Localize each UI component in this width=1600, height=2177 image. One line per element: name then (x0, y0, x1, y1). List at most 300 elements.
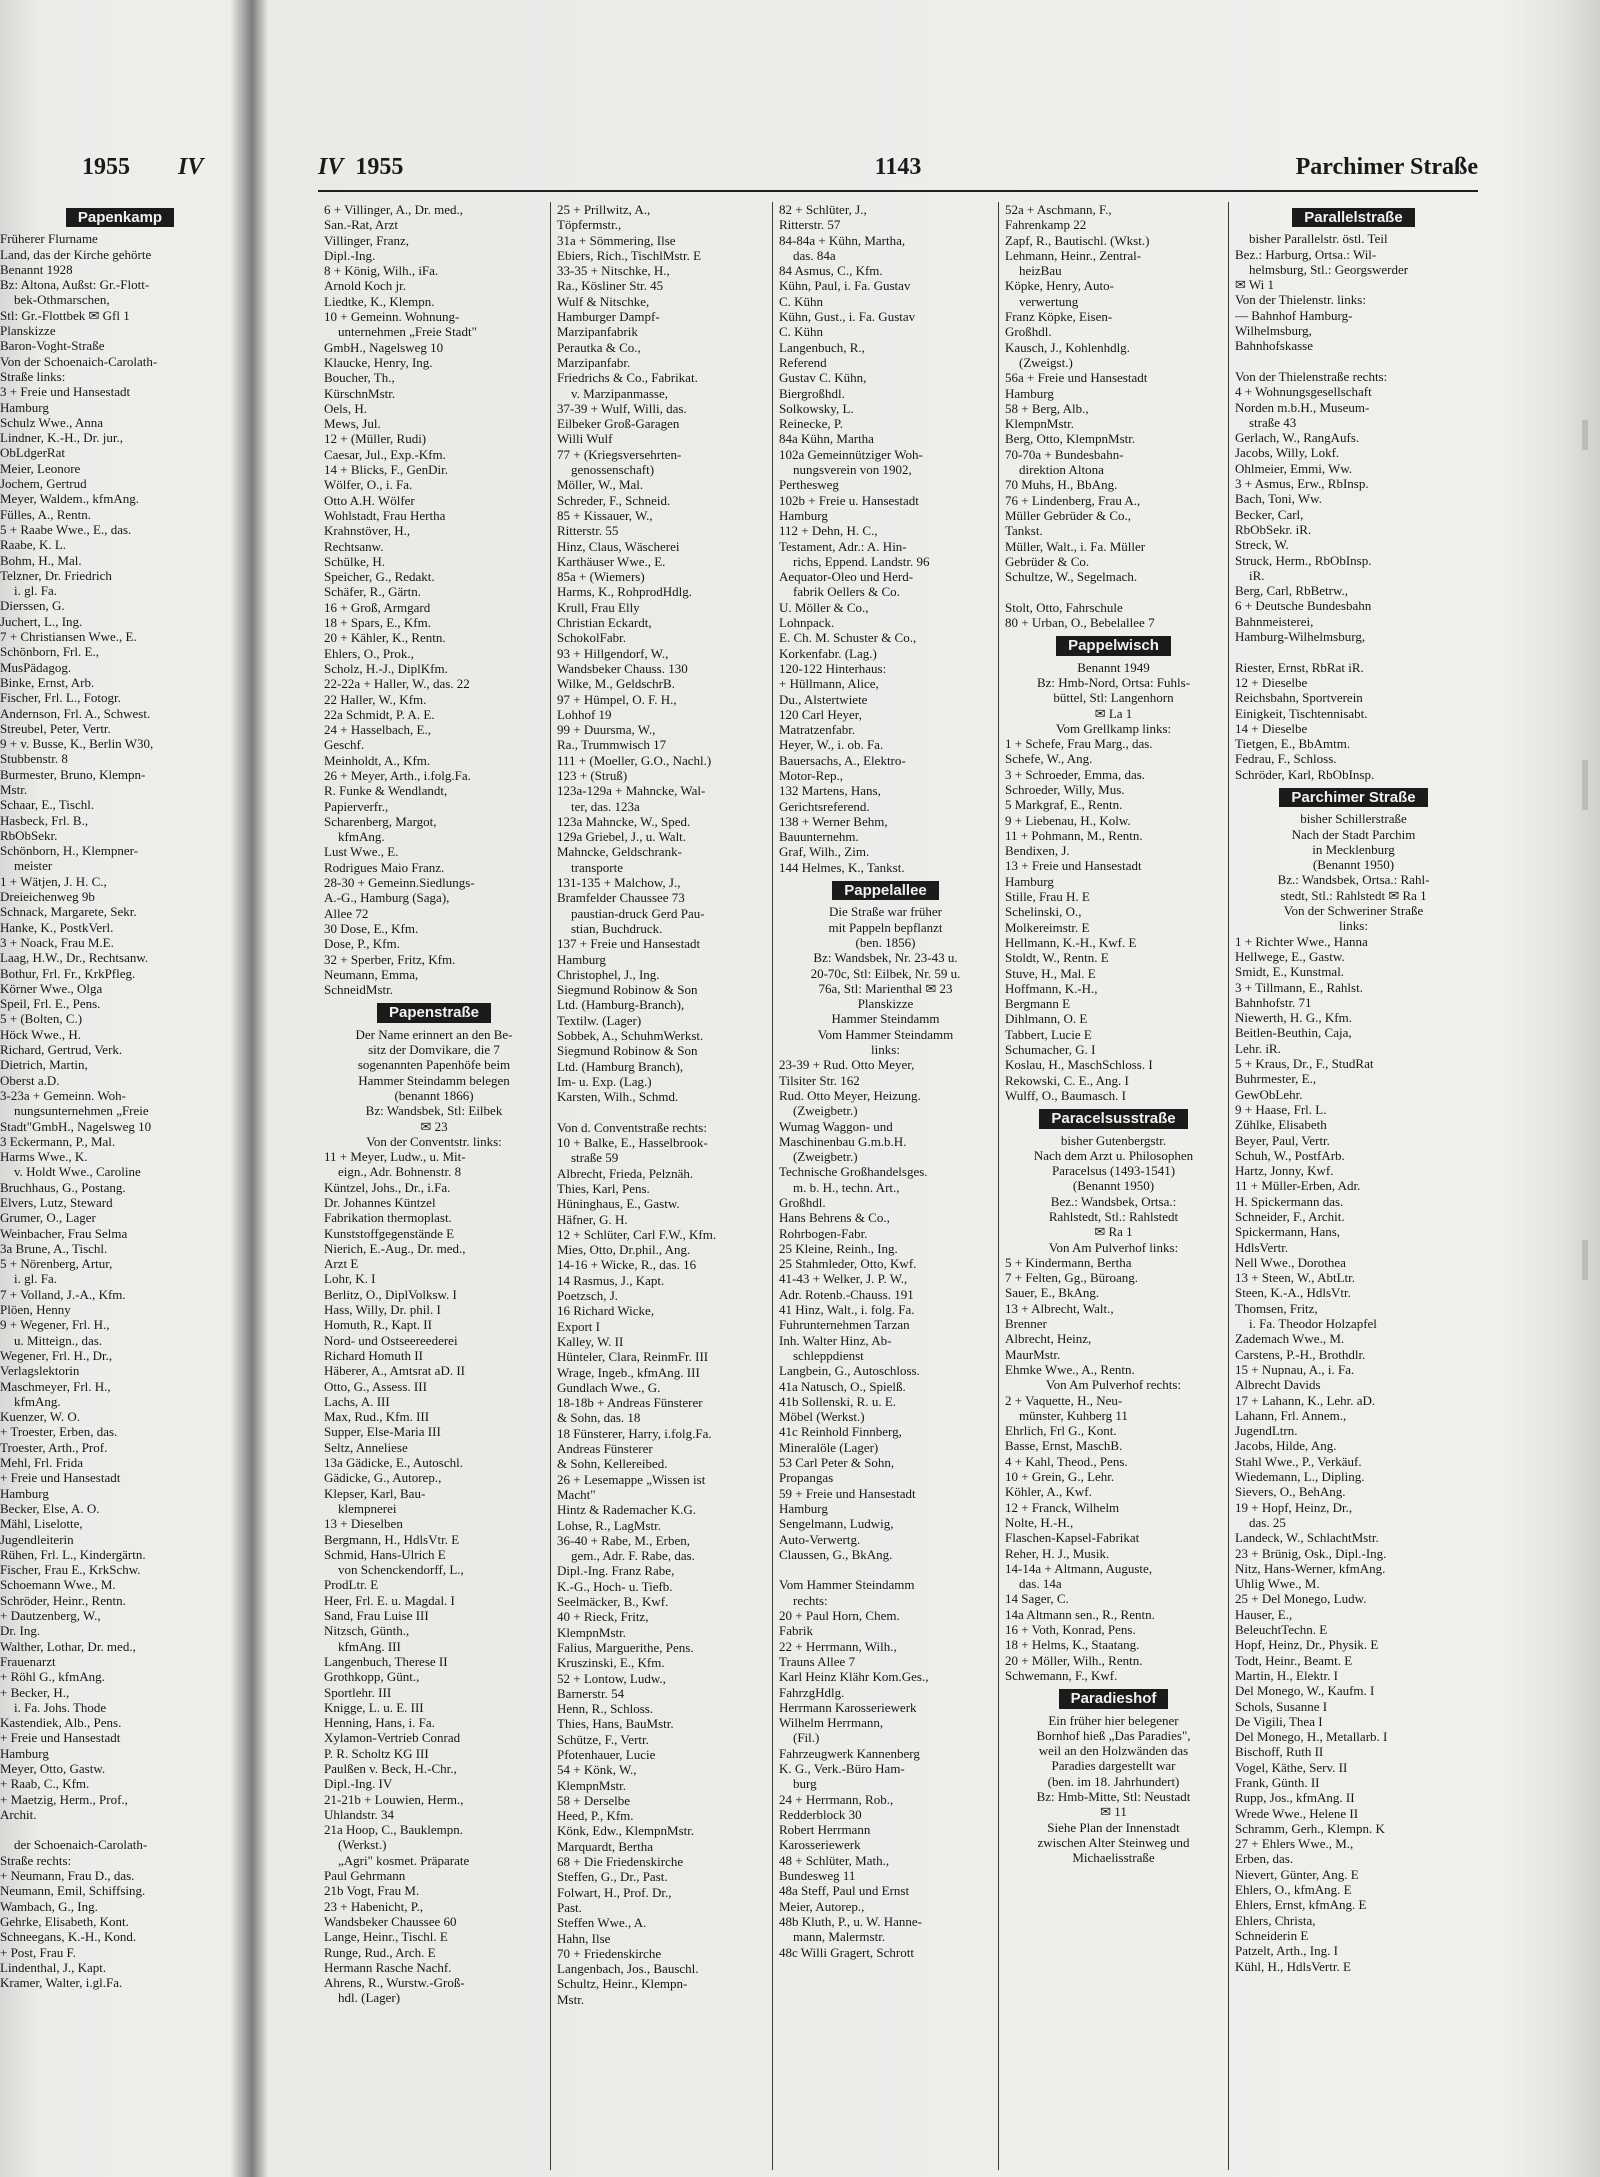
entry-line: + Raab, C., Kfm. (0, 1776, 90, 1792)
entry-line: Köhler, A., Kwf. (1005, 1484, 1092, 1500)
entry-line: 48c Willi Gragert, Schrott (779, 1944, 914, 1960)
entry-line: Nievert, Günter, Ang. E (1235, 1866, 1359, 1882)
entry-line: Otto, G., Assess. III (324, 1378, 427, 1394)
entry-line: FahrzgHdlg. (779, 1684, 845, 1700)
street-note-line: Bz: Wandsbek, Stl: Eilbek (365, 1103, 503, 1119)
entry-line: Tietgen, E., BbAmtm. (1235, 736, 1351, 752)
entry-line: Adr. Rotenb.-Chauss. 191 (779, 1286, 914, 1302)
entry-line: Mahncke, Geldschrank- (557, 844, 682, 860)
entry-line: Dipl.-Ing. IV (324, 1776, 393, 1792)
entry-line: Kühn, Paul, i. Fa. Gustav (779, 278, 911, 294)
entry-line: Nierich, E.-Aug., Dr. med., (324, 1240, 466, 1256)
entry-line: Max, Rud., Kfm. III (324, 1409, 430, 1425)
entry-line: Heed, P., Kfm. (557, 1808, 634, 1824)
entry-line: Bruchhaus, G., Postang. (0, 1179, 126, 1195)
entry-line: Schumacher, G. I (1005, 1042, 1096, 1058)
entry-line: 32 + Sperber, Fritz, Kfm. (324, 951, 456, 967)
entry-line: Siegmund Robinow & Son (557, 1043, 698, 1059)
entry-line: (Werkst.) (338, 1837, 387, 1853)
entry-line: Kramer, Walter, i.gl.Fa. (0, 1975, 123, 1991)
entry-line: — Bahnhof Hamburg- (1235, 307, 1353, 323)
entry-line: 26 + Lesemappe „Wissen ist (557, 1471, 706, 1487)
entry-line: Rodrigues Maio Franz. (324, 859, 445, 875)
entry-line: 13 + Albrecht, Walt., (1005, 1300, 1114, 1316)
entry-line: Stahl Wwe., P., Verkäuf. (1235, 1453, 1362, 1469)
entry-line: 144 Helmes, K., Tankst. (779, 859, 905, 875)
entry-line: Schneegans, K.-H., Kond. (0, 1929, 137, 1945)
entry-line: fabrik Oellers & Co. (793, 584, 900, 600)
entry-line: Berg, Otto, KlempnMstr. (1005, 431, 1136, 447)
entry-line: 21-21b + Louwien, Herm., (324, 1791, 464, 1807)
street-note-line: Rahlstedt, Stl.: Rahlstedt (1048, 1209, 1179, 1224)
entry-line: bisher Parallelstr. östl. Teil (1249, 231, 1388, 247)
entry-line: 138 + Werner Behm, (779, 813, 888, 829)
entry-line: Juchert, L., Ing. (0, 613, 83, 629)
entry-line: meister (14, 858, 53, 874)
entry-line: Wumag Waggon- und (779, 1118, 893, 1134)
entry-line: Scharenberg, Margot, (324, 813, 437, 829)
entry-line: Otto A.H. Wölfer (324, 492, 415, 508)
street-note-line: bisher Gutenbergstr. (1060, 1132, 1167, 1148)
entry-line: 15 + Nupnau, A., i. Fa. (1235, 1361, 1355, 1377)
entry-line: Jochem, Gertrud (0, 476, 87, 492)
entry-line: 6 + Deutsche Bundesbahn (1235, 598, 1372, 614)
street-note-line: Die Straße war früher (829, 904, 942, 920)
entry-line: ProdLtr. E (324, 1577, 379, 1593)
entry-line: 120-122 Hinterhaus: (779, 660, 887, 676)
entry-line: Häberer, A., Amtsrat aD. II (324, 1363, 465, 1379)
entry-line: Elvers, Lutz, Steward (0, 1195, 113, 1210)
entry-line: Hopf, Heinz, Dr., Physik. E (1235, 1637, 1379, 1653)
street-note-line: ✉ La 1 (1094, 705, 1133, 721)
entry-line: A.-G., Hamburg (Saga), (324, 890, 450, 906)
entry-line: Hünteler, Clara, ReinmFr. III (557, 1349, 709, 1365)
street-note-line: Ein früher hier belegener (1048, 1712, 1179, 1728)
entry-line: Langenbach, Jos., Bauschl. (557, 1961, 699, 1977)
entry-line: Hamburg (557, 951, 606, 967)
entry-line (1235, 354, 1472, 369)
street-note-line: ✉ Ra 1 (1094, 1224, 1133, 1240)
entry-line: Becker, Carl, (1235, 506, 1304, 522)
street-note-line: Bz: Wandsbek, Nr. 23-43 u. (813, 950, 958, 966)
entry-line: Tabbert, Lucie E (1005, 1026, 1092, 1042)
entry-line: R. Funke & Wendlandt, (324, 783, 448, 799)
entry-line: 58 + Derselbe (557, 1792, 631, 1808)
entry-line: Wulf & Nitschke, (557, 293, 650, 309)
street-note-line: Der Name erinnert an den Be- (355, 1026, 513, 1042)
street-heading (324, 1003, 544, 1022)
entry-line: Klepser, Karl, Bau- (324, 1485, 426, 1501)
entry-line: 1 + Richter Wwe., Hanna (1235, 933, 1368, 949)
entry-line: Meier, Autorep., (779, 1898, 865, 1914)
entry-line: Bendixen, J. (1005, 843, 1070, 859)
entry-line (779, 1562, 992, 1577)
street-note-line: zwischen Alter Steinweg und (1037, 1834, 1190, 1850)
entry-line: 16 + Groß, Armgard (324, 599, 431, 615)
year: 1955 (355, 154, 404, 180)
entry-line: Andreas Fünsterer (557, 1441, 653, 1457)
entry-line: Claussen, G., BkAng. (779, 1546, 893, 1562)
left-running-head (0, 150, 240, 190)
entry-line: 7 + Volland, J.-A., Kfm. (0, 1286, 126, 1302)
entry-line: Landeck, W., SchlachtMstr. (1235, 1530, 1379, 1546)
street-note-line: bisher Schillerstraße (1300, 811, 1407, 827)
entry-line: Arzt E (324, 1256, 359, 1272)
entry-line: Bez.: Harburg, Ortsa.: Wil- (1235, 246, 1377, 262)
street-note-line: (benannt 1866) (394, 1087, 474, 1103)
entry-line: Nord- und Ostseereederei (324, 1332, 458, 1348)
entry-line: Struck, Herm., RbObInsp. (1235, 552, 1372, 568)
entry-line: Meier, Leonore (0, 460, 81, 476)
entry-line: Ebiers, Rich., TischlMstr. E (557, 247, 702, 263)
entry-line: Supper, Else-Maria III (324, 1424, 441, 1440)
entry-line: Fischer, Frl. L., Fotogr. (0, 690, 121, 706)
entry-line: Ritterstr. 57 (779, 217, 841, 233)
entry-line: Hermann Rasche Nachf. (324, 1959, 452, 1975)
entry-line: 82 + Schlüter, J., (779, 202, 867, 217)
entry-line: Kruszinski, E., Kfm. (557, 1655, 665, 1671)
entry-line: 14 Rasmus, J., Kapt. (557, 1272, 665, 1288)
entry-line: Past. (557, 1899, 582, 1915)
entry-line: Töpfermstr., (557, 217, 622, 233)
entry-line: 41a Natusch, O., Spielß. (779, 1378, 906, 1394)
entry-line: Reinecke, P. (779, 416, 843, 432)
entry-line: Lohse, R., LagMstr. (557, 1517, 661, 1533)
entry-line: + Post, Frau F. (0, 1944, 77, 1960)
entry-line: Bohm, H., Mal. (0, 552, 82, 568)
entry-line: nungsunternehmen „Freie (14, 1103, 149, 1119)
entry-line: Kühl, H., HdlsVertr. E (1235, 1958, 1351, 1974)
entry-line: Steffen Wwe., A. (557, 1915, 647, 1931)
entry-line: Hellmann, K.-H., Kwf. E (1005, 934, 1137, 950)
entry-line: 23 + Brünig, Osk., Dipl.-Ing. (1235, 1545, 1387, 1561)
entry-line: Marzipanfabrik (557, 324, 638, 340)
entry-line: Bergmann, H., HdlsVtr. E (324, 1531, 460, 1547)
entry-line: Mstr. (0, 781, 28, 797)
entry-line: 5 + Raabe Wwe., E., das. (0, 521, 132, 537)
entry-line: Rud. Otto Meyer, Heizung. (779, 1087, 921, 1103)
entry-line: 28-30 + Gemeinn.Siedlungs- (324, 875, 475, 891)
entry-line (1235, 644, 1472, 659)
entry-line: KürschnMstr. (324, 385, 396, 401)
entry-line: ter, das. 123a (571, 798, 640, 814)
entry-line: i. gl. Fa. (14, 583, 57, 599)
entry-line: Hamburg (779, 507, 828, 523)
entry-line: Hans Behrens & Co., (779, 1210, 890, 1226)
entry-line: Schütze, F., Vertr. (557, 1731, 649, 1747)
entry-line: Caesar, Jul., Exp.-Kfm. (324, 446, 446, 462)
entry-line: Mehl, Frl. Frida (0, 1455, 84, 1471)
entry-line: 11 + Pohmann, M., Rentn. (1005, 827, 1143, 843)
entry-line: Vogel, Käthe, Serv. II (1235, 1759, 1348, 1775)
entry-line: 14a Altmann sen., R., Rentn. (1005, 1606, 1155, 1622)
entry-line: 59 + Freie und Hansestadt (779, 1485, 916, 1501)
entry-line: Aequator-Oleo und Herd- (779, 569, 914, 585)
entry-line: 3-23a + Gemeinn. Woh- (0, 1087, 126, 1103)
entry-line: Jacobs, Willy, Lokf. (1235, 445, 1340, 461)
entry-line: i. Fa. Theodor Holzapfel (1249, 1316, 1377, 1332)
entry-line: C. Kühn (779, 324, 824, 340)
entry-line: Steen, K.-A., HdlsVtr. (1235, 1285, 1351, 1301)
entry-line: 41b Sollenski, R. u. E. (779, 1393, 897, 1409)
entry-line: verwertung (1019, 293, 1079, 309)
entry-line: Heyer, W., i. ob. Fa. (779, 737, 884, 753)
entry-line: 5 + (Bolten, C.) (0, 1011, 83, 1027)
street-note-line: Paracelsus (1493-1541) (1051, 1163, 1176, 1179)
entry-line: Kalley, W. II (557, 1333, 624, 1349)
entry-line: Schneider, F., Archit. (1235, 1209, 1345, 1224)
entry-line: 3a Brune, A., Tischl. (0, 1240, 108, 1256)
entry-line: Motor-Rep., (779, 767, 844, 783)
street-note-line: Von der Schweriner Straße (1283, 903, 1424, 919)
entry-line: Maschmeyer, Frl. H., (0, 1378, 111, 1394)
entry-line: Langenbuch, Therese II (324, 1653, 448, 1669)
entry-line: Lachs, A. III (324, 1393, 390, 1409)
entry-line: Barnerstr. 54 (557, 1685, 625, 1701)
entry-line: Bischoff, Ruth II (1235, 1744, 1324, 1760)
entry-line: 97 + Hümpel, O. F. H., (557, 691, 677, 707)
entry-line: Du., Alstertwiete (779, 691, 868, 707)
street-note-line: Bz: Hmb-Mitte, Stl: Neustadt (1036, 1788, 1191, 1804)
entry-line: 23-39 + Rud. Otto Meyer, (779, 1057, 915, 1073)
entry-line: Biergroßhdl. (779, 385, 845, 401)
entry-line: 84 Asmus, C., Kfm. (779, 263, 883, 279)
street-note-line: stedt, Stl.: Rahlstedt ✉ Ra 1 (1280, 887, 1427, 903)
entry-line: 102a Gemeinnütziger Woh- (779, 446, 923, 462)
entry-line: Großhdl. (779, 1195, 826, 1210)
entry-line: 10 + Gemeinn. Wohnung- (324, 309, 460, 325)
entry-line: Müller, Walt., i. Fa. Müller (1005, 538, 1146, 554)
entry-line: U. Möller & Co., (779, 599, 869, 615)
entry-line: Laag, H.W., Dr., Rechtsanw. (0, 950, 149, 966)
entry-line: 84-84a + Kühn, Martha, (779, 232, 906, 248)
entry-line: i. Fa. Johs. Thode (14, 1699, 107, 1715)
street-note-line: Bez.: Wandsbek, Ortsa.: (1050, 1193, 1177, 1209)
entry-line: Herrmann Karosseriewerk (779, 1699, 917, 1715)
entry-line: Hasbeck, Frl. B., (0, 812, 89, 828)
street-heading (779, 881, 992, 900)
entry-line: 70-70a + Bundesbahn- (1005, 446, 1124, 462)
entry-line: Fahrenkamp 22 (1005, 217, 1087, 233)
entry-line: Lahann, Frl. Annem., (1235, 1407, 1347, 1423)
entry-line: Kuenzer, W. O. (0, 1409, 80, 1425)
entry-line: Arnold Koch jr. (324, 278, 406, 294)
entry-line: Uhlandstr. 34 (324, 1806, 395, 1822)
entry-line: Dose, P., Kfm. (324, 936, 400, 952)
entry-line: Wandsbeker Chaussee 60 (324, 1913, 457, 1929)
entry-line: Verlagslektorin (0, 1363, 80, 1379)
entry-line: Karosseriewerk (779, 1837, 861, 1853)
entry-line: HdlsVertr. (1235, 1239, 1289, 1255)
entry-line: 48b Kluth, P., u. W. Hanne- (779, 1913, 922, 1929)
entry-line: Schnack, Margarete, Sekr. (0, 904, 137, 920)
entry-line: Fahrzeugwerk Kannenberg (779, 1745, 920, 1761)
street-note-line: mit Pappeln bepflanzt (828, 919, 943, 935)
street-note-line: (ben. 1856) (855, 934, 916, 950)
entry-line: Riester, Ernst, RbRat iR. (1235, 659, 1364, 675)
entry-line: Schultz, Heinr., Klempn- (557, 1976, 688, 1992)
entry-line: Bahnmeisterei, (1235, 613, 1314, 629)
street-note-line: ✉ 11 (1100, 1804, 1127, 1820)
entry-line: Steffen, G., Dr., Past. (557, 1869, 668, 1885)
entry-line: 68 + Die Friedenskirche (557, 1854, 684, 1870)
street-note-line: links: (871, 1042, 900, 1058)
entry-line: Richard Homuth II (324, 1347, 423, 1363)
entry-line: 14 + Dieselbe (1235, 720, 1308, 736)
entry-line: Schefe, W., Ang. (1005, 751, 1093, 767)
entry-line: 3 + Asmus, Erw., RbInsp. (1235, 476, 1369, 492)
entry-line: Köpke, Henry, Auto- (1005, 278, 1114, 294)
entry-line: Streck, W. (1235, 537, 1289, 553)
street-note-line: sogenannten Papenhöfe beim (357, 1057, 511, 1073)
entry-line: Berlitz, O., DiplVolksw. I (324, 1286, 457, 1302)
entry-line: Müller Gebrüder & Co., (1005, 507, 1132, 523)
entry-line: Oels, H. (324, 400, 367, 416)
entry-line: Bach, Toni, Ww. (1235, 491, 1322, 507)
entry-line: Gädicke, G., Autorep., (324, 1470, 442, 1486)
running-head (318, 150, 1478, 192)
entry-line: Thies, Hans, BauMstr. (557, 1716, 674, 1732)
entry-line (1005, 584, 1222, 599)
entry-line: Poetzsch, J. (557, 1288, 619, 1304)
entry-line: Zühlke, Elisabeth (1235, 1117, 1327, 1133)
running-head-street: Parchimer Straße (1295, 154, 1478, 180)
entry-line: Stille, Frau H. E (1005, 889, 1090, 905)
entry-line: Henn, R., Schloss. (557, 1701, 654, 1717)
street-note-line: (Benannt 1950) (1312, 857, 1395, 873)
entry-line: 41-43 + Welker, J. P. W., (779, 1271, 908, 1287)
entry-line: 5 + Nörenberg, Artur, (0, 1256, 113, 1272)
entry-line: Trauns Allee 7 (779, 1653, 856, 1669)
street-note-line: Nach der Stadt Parchim (1291, 826, 1416, 842)
entry-line: 11 + Meyer, Ludw., u. Mit- (324, 1149, 466, 1165)
entry-line: Wilhelmsburg, (1235, 323, 1312, 339)
entry-line: Krull, Frau Elly (557, 599, 640, 615)
entry-line: BeleuchtTechn. E (1235, 1622, 1328, 1638)
entry-line: K. G., Verk.-Büro Ham- (779, 1760, 905, 1776)
entry-line: Mstr. (557, 1991, 585, 2007)
entry-line: 13a Gädicke, E., Autoschl. (324, 1455, 463, 1471)
entry-line: 20 + Kähler, K., Rentn. (324, 630, 446, 646)
entry-line: 7 + Christiansen Wwe., E. (0, 629, 137, 645)
entry-line: Marzipanfabr. (557, 354, 631, 370)
entry-line: Mies, Otto, Dr.phil., Ang. (557, 1242, 691, 1258)
entry-line: 8 + König, Wilh., iFa. (324, 263, 439, 279)
entry-line: Willi Wulf (557, 431, 613, 447)
entry-line: Bramfelder Chaussee 73 (557, 890, 685, 906)
entry-line: Technische Großhandelsges. (779, 1164, 928, 1180)
street-note-line: Siehe Plan der Innenstadt (1047, 1819, 1180, 1835)
entry-line: hdl. (Lager) (338, 1990, 401, 2006)
entry-line: 80 + Urban, O., Bebelallee 7 (1005, 615, 1155, 631)
entry-line: Raabe, K. L. (0, 537, 67, 553)
entry-line: Stoldt, W., Rentn. E (1005, 950, 1109, 966)
street-heading (1005, 1109, 1222, 1128)
entry-line: 20 + Paul Horn, Chem. (779, 1608, 900, 1624)
entry-line: Bahnhofskasse (1235, 338, 1313, 354)
entry-line: Langbein, G., Autoschloss. (779, 1363, 920, 1379)
entry-line: Ehmke Wwe., A., Rentn. (1005, 1361, 1135, 1377)
entry-line: Macht" (557, 1486, 596, 1502)
entry-line: der Schoenaich-Carolath- (14, 1837, 148, 1853)
entry-line: Rupp, Jos., kfmAng. II (1235, 1790, 1355, 1806)
entry-line: Kausch, J., Kohlenhdlg. (1005, 339, 1130, 355)
entry-line: Hüninghaus, E., Gastw. (557, 1196, 680, 1212)
entry-line: Ra., Trummwisch 17 (557, 737, 667, 753)
entry-line: Wandsbeker Chauss. 130 (557, 660, 688, 676)
entry-line: Schulz Wwe., Anna (0, 414, 104, 430)
entry-line: iR. (1249, 567, 1265, 583)
entry-line: das. 14a (1019, 1576, 1062, 1592)
entry-line: 13 + Dieselben (324, 1516, 403, 1532)
entry-line: 9 + Liebenau, H., Kolw. (1005, 812, 1131, 828)
street-note-line: links: (1339, 918, 1368, 934)
entry-line: & Sohn, Kellereibed. (557, 1456, 668, 1472)
entry-line: 7 + Felten, Gg., Büroang. (1005, 1270, 1138, 1286)
street-note-line: (Benannt 1950) (1072, 1178, 1155, 1194)
entry-line: + Freie und Hansestadt (0, 1470, 121, 1486)
entry-line: Lange, Heinr., Tischl. E (324, 1929, 448, 1945)
entry-line: 20 + Möller, Wilh., Rentn. (1005, 1652, 1143, 1668)
entry-line: Höck Wwe., H. (0, 1026, 81, 1042)
entry-line: 25 Kleine, Reinh., Ing. (779, 1240, 898, 1256)
entry-line: Schaar, E., Tischl. (0, 797, 95, 813)
entry-line: Pfotenhauer, Lucie (557, 1746, 656, 1762)
entry-line: 22 Haller, W., Kfm. (324, 691, 427, 707)
entry-line: Binke, Ernst, Arb. (0, 674, 95, 690)
entry-line: Matratzenfabr. (779, 722, 856, 738)
entry-line: Rühen, Frl. L., Kindergärtn. (0, 1546, 146, 1562)
entry-line: Neumann, Emil, Schiffsing. (0, 1883, 146, 1899)
entry-line: Hinz, Claus, Wäscherei (557, 538, 680, 554)
left-page-column (0, 202, 240, 1990)
street-note-line: weil an den Holzwänden das (1038, 1743, 1189, 1759)
entry-line: das. 25 (1249, 1514, 1286, 1530)
entry-line: Körner Wwe., Olga (0, 980, 103, 996)
entry-line: 26 + Meyer, Arth., i.folg.Fa. (324, 767, 471, 783)
entry-line: Richard, Gertrud, Verk. (0, 1042, 123, 1058)
entry-line: Hahn, Ilse (557, 1930, 611, 1946)
street-heading (1235, 208, 1472, 227)
entry-line: 5 + Kraus, Dr., F., StudRat (1235, 1056, 1374, 1072)
page-edge-marks (1582, 420, 1588, 450)
entry-line: Berg, Carl, RbBetrw., (1235, 583, 1349, 599)
entry-line: 137 + Freie und Hansestadt (557, 936, 701, 952)
entry-line: 112 + Dehn, H. C., (779, 523, 878, 539)
entry-line: Lohhof 19 (557, 706, 612, 722)
entry-line: heizBau (1019, 263, 1062, 279)
entry-line: + Freie und Hansestadt (0, 1730, 121, 1746)
entry-line: Krahnstöver, H., (324, 523, 411, 539)
entry-line: m. b. H., techn. Art., (793, 1179, 900, 1195)
entry-line: Thomsen, Fritz, (1235, 1300, 1318, 1316)
entry-line: Bauunternehm. (779, 829, 859, 845)
entry-line: Seelmäcker, B., Kwf. (557, 1594, 669, 1610)
entry-line: Von der Thielenstraße rechts: (1235, 368, 1388, 384)
entry-line: Martin, H., Elektr. I (1235, 1667, 1338, 1683)
entry-line: Papierverfr., (324, 798, 389, 814)
entry-line: Sengelmann, Ludwig, (779, 1516, 894, 1532)
entry-line: KlempnMstr. (557, 1624, 626, 1640)
entry-line: Lindner, K.-H., Dr. jur., (0, 430, 123, 446)
entry-line: Niewerth, H. G., Kfm. (1235, 1010, 1352, 1026)
entry-line: 2 + Vaquette, H., Neu- (1005, 1392, 1123, 1408)
entry-line: 123a-129a + Mahncke, Wal- (557, 783, 706, 799)
columns (318, 202, 1478, 2170)
entry-line: 16 Richard Wicke, (557, 1303, 655, 1319)
entry-line: Robert Herrmann (779, 1822, 871, 1838)
entry-line: Ehrlich, Frl G., Kont. (1005, 1423, 1117, 1439)
